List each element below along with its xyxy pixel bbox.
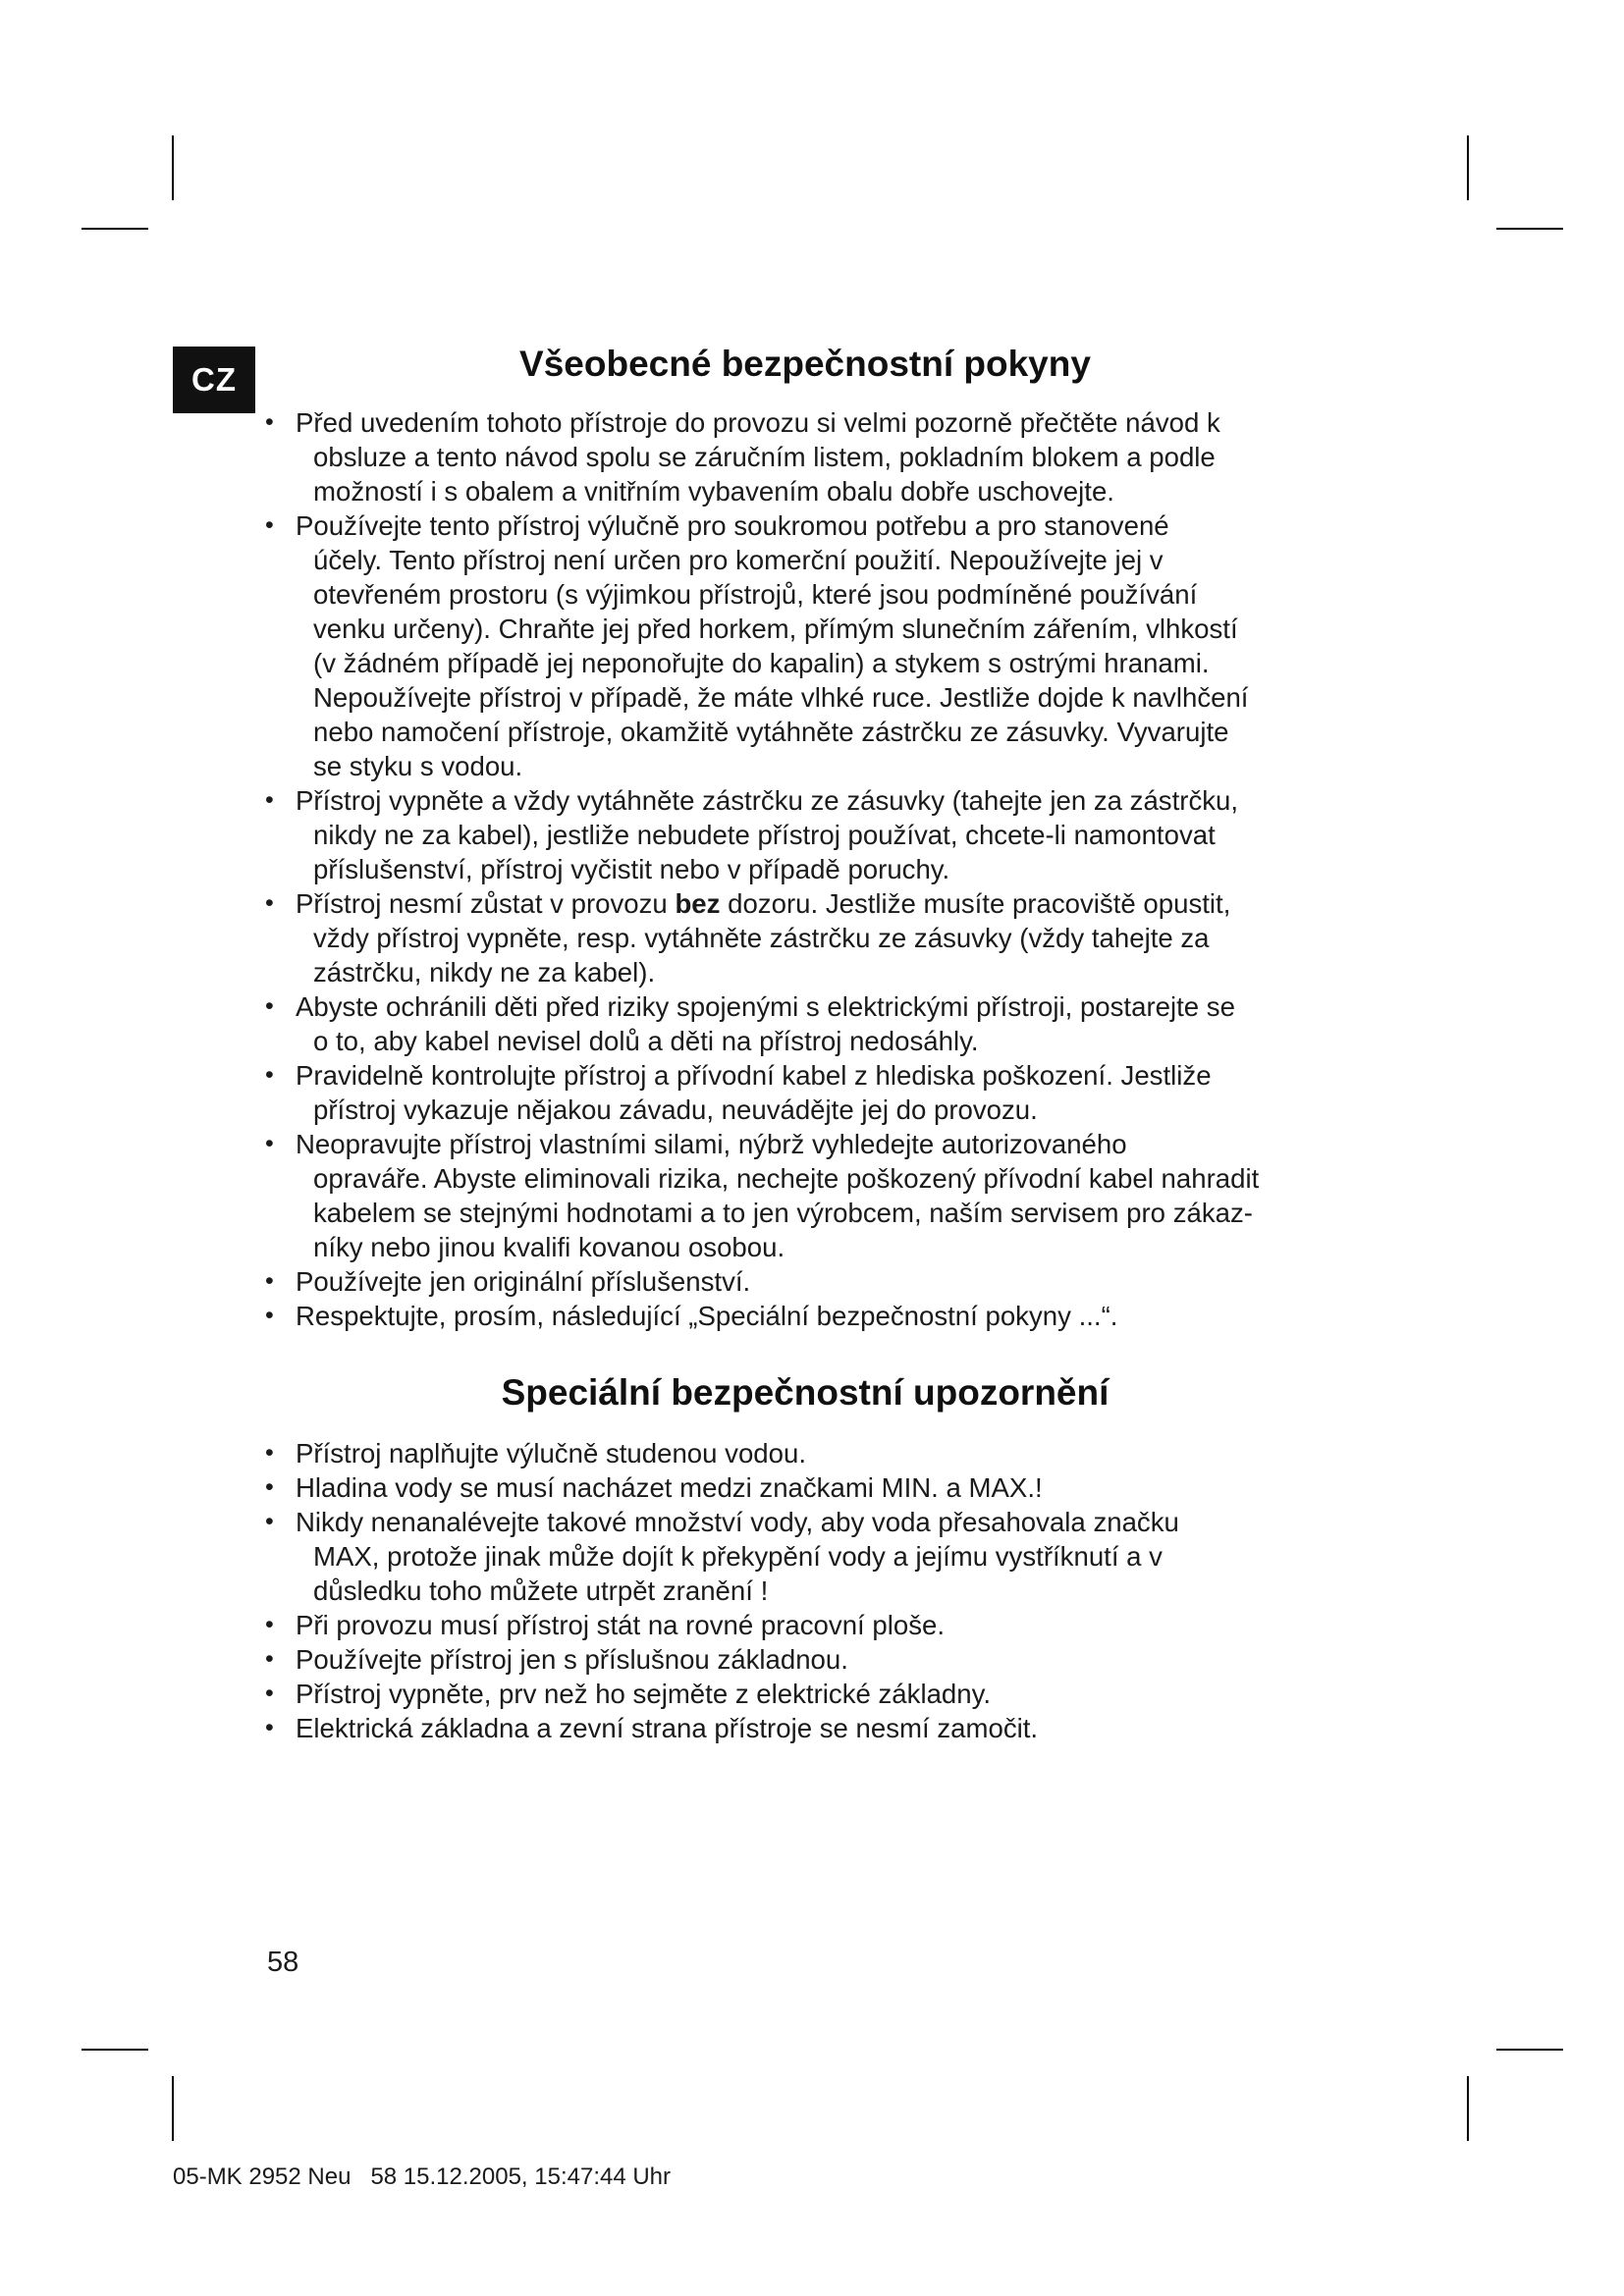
crop-mark-top-right-horizontal: [1496, 228, 1563, 230]
crop-mark-top-left-horizontal: [81, 228, 148, 230]
crop-mark-bottom-right-horizontal: [1496, 2049, 1563, 2051]
language-badge: CZ: [173, 347, 255, 413]
list-item: • Neopravujte přístroj vlastními silami, nýbrž vyhledejte autorizovaného opraváře. Abyste eliminovali rizika, nechejte poškozený přívodní kabel nahradit kabelem se stejnými hodnotami a to jen výrobcem, naším servisem pro zákaz- níky nebo jinou kvalifi kovanou osobou.: [265, 1127, 1394, 1264]
page-number: 58: [267, 1947, 299, 1978]
list-item: • Při provozu musí přístroj stát na rovné pracovní ploše.: [265, 1608, 1394, 1642]
print-footer: 05-MK 2952 Neu 58 15.12.2005, 15:47:44 Uhr: [173, 2163, 672, 2190]
section-title-general-safety: Všeobecné bezpečnostní pokyny: [519, 344, 1091, 384]
crop-mark-top-left-vertical: [172, 135, 174, 200]
special-safety-list: [265, 1436, 1394, 1745]
section-title-special-safety: Speciální bezpečnostní upozornění: [501, 1372, 1110, 1413]
list-item: • Přístroj vypněte a vždy vytáhněte zástrčku ze zásuvky (tahejte jen za zástrčku, nikdy ne za kabel), jestliže nebudete přístroj používat, chcete-li namontovat příslušenství, přístroj vyčistit nebo v případě poruchy.: [265, 783, 1394, 886]
list-item: • Před uvedením tohoto přístroje do provozu si velmi pozorně přečtěte návod k obsluze a tento návod spolu se záručním listem, pokladním blokem a podle možností i s obalem a vnitřním vybavením obalu dobře uschovejte.: [265, 405, 1394, 508]
emphasis-bez: bez: [675, 888, 721, 919]
crop-mark-bottom-left-vertical: [172, 2076, 174, 2141]
list-item: • Používejte přístroj jen s příslušnou základnou.: [265, 1642, 1394, 1677]
list-item: • Hladina vody se musí nacházet medzi značkami MIN. a MAX.!: [265, 1470, 1394, 1505]
list-item: • Nikdy nenanalévejte takové množství vody, aby voda přesahovala značku MAX, protože jinak může dojít k překypění vody a jejímu vystříknutí a v důsledku toho můžete utrpět zranění !: [265, 1505, 1394, 1608]
crop-mark-top-right-vertical: [1467, 135, 1469, 200]
crop-mark-bottom-left-horizontal: [81, 2049, 148, 2051]
list-item: • Používejte jen originální příslušenství.: [265, 1264, 1394, 1299]
list-item: • Přístroj vypněte, prv než ho sejměte z elektrické základny.: [265, 1677, 1394, 1711]
list-item: • Přístroj nesmí zůstat v provozu bez dozoru. Jestliže musíte pracoviště opustit, vždy přístroj vypněte, resp. vytáhněte zástrčku ze zásuvky (vždy tahejte za zástrčku, nikdy ne za kabel).: [265, 886, 1394, 989]
list-item: • Abyste ochránili děti před riziky spojenými s elektrickými přístroji, postarejte se o to, aby kabel nevisel dolů a děti na přístroj nedosáhly.: [265, 989, 1394, 1058]
list-item: • Používejte tento přístroj výlučně pro soukromou potřebu a pro stanovené účely. Tento přístroj není určen pro komerční použití. Nepoužívejte jej v otevřeném prostoru (s výjimkou přístrojů, které jsou podmíněné používání venku určeny). Chraňte jej před horkem, přímým slunečním zářením, vlhkostí (v žádném případě jej neponořujte do kapalin) a stykem s ostrými hranami. Nepoužívejte přístroj v případě, že máte vlhké ruce. Jestliže dojde k navlhčení nebo namočení přístroje, okamžitě vytáhněte zástrčku ze zásuvky. Vyvarujte se styku s vodou.: [265, 508, 1394, 783]
list-item: • Elektrická základna a zevní strana přístroje se nesmí zamočit.: [265, 1711, 1394, 1745]
general-safety-list: [265, 405, 1394, 1333]
list-item: • Přístroj naplňujte výlučně studenou vodou.: [265, 1436, 1394, 1470]
crop-mark-bottom-right-vertical: [1467, 2076, 1469, 2141]
list-item: • Pravidelně kontrolujte přístroj a přívodní kabel z hlediska poškození. Jestliže přístroj vykazuje nějakou závadu, neuvádějte jej do provozu.: [265, 1058, 1394, 1127]
list-item: • Respektujte, prosím, následující „Speciální bezpečnostní pokyny ...“.: [265, 1299, 1394, 1333]
